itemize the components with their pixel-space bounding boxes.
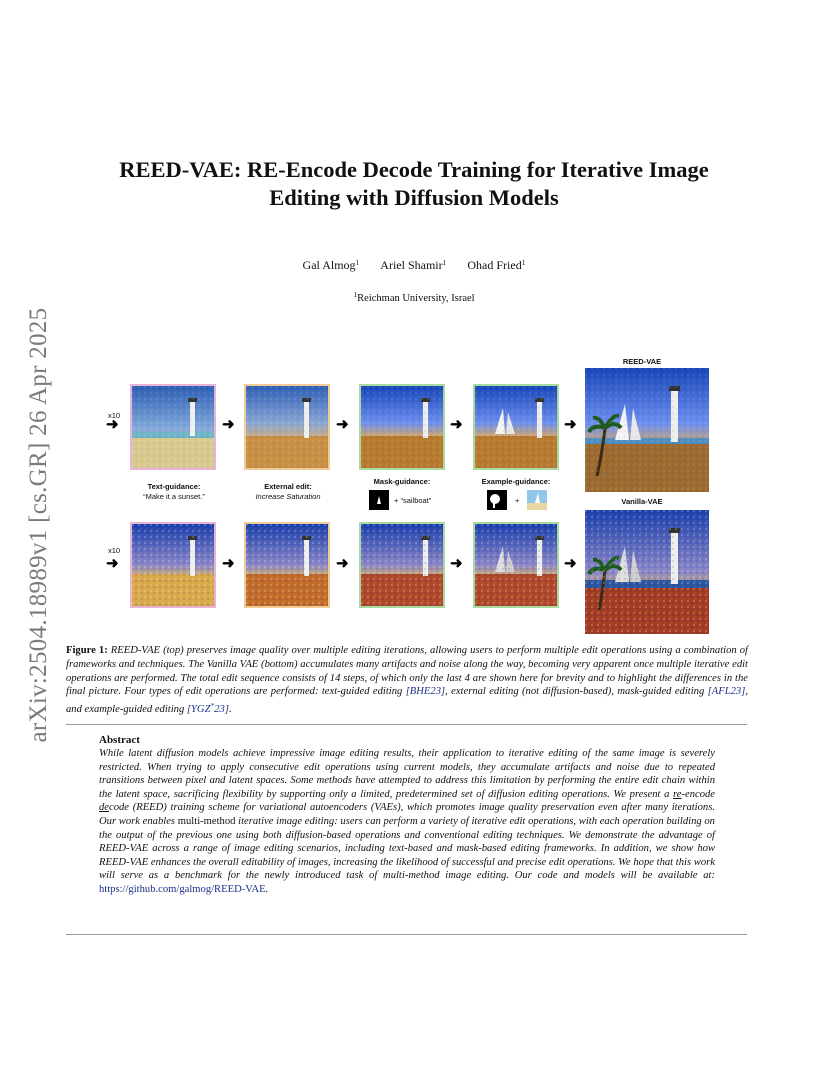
step-name: External edit:	[264, 482, 312, 491]
citation-text-end: 23]	[214, 704, 229, 716]
image-top-3	[359, 384, 445, 470]
arrow-icon: ➜	[106, 556, 119, 572]
citation-link[interactable]: [BHE23]	[405, 686, 446, 698]
reed-vae-label-text: REED-VAE	[622, 357, 662, 366]
paper-title	[0, 156, 828, 212]
example-mask-thumbnail	[487, 490, 507, 510]
abstract-text: .	[265, 883, 269, 895]
example-reference-thumbnail	[527, 490, 547, 510]
citation-text: [YGZ	[186, 704, 211, 716]
abstract-text: iterative image editing: users can perform a variety of iterative edit operations, with each operation building on the output of the previous one using both diffusion-based operations and conventional editing techniques. We demonstrate the advantage of REED-VAE across a range of image editing scenarios, including text-based and mask-based editing frameworks. In addition, we show how REED-VAE enhances the overall editability of images, increasing the likelihood of successful and precise edit operations. We hope that this work will serve as a benchmark for the newly introduced task of multi-method image editing. Our code and models will be available at:	[99, 815, 715, 882]
author	[380, 258, 446, 272]
step-detail: “Make it a sunset.”	[143, 492, 205, 501]
iteration-count-bottom: x10	[108, 546, 121, 555]
caption-text: REED-VAE (top) preserves image quality over multiple editing iterations, allowing users to perform multiple edit operations using a combination of frameworks and techniques. The Vanilla VAE (bottom) accumulates many artifacts and noise along the way, becoming very apparent once multiple iterative edit operations are performed. The total edit sequence consists of 14 steps, of which only the last 4 are shown here for brevity and to highlight the differences in the final picture. Four types of edit operations are performed: text-guided editing	[66, 645, 748, 698]
step-name: Example-guidance:	[481, 477, 551, 486]
caption-text: , and example-guided editing	[66, 686, 748, 716]
vanilla-vae-label	[590, 497, 694, 507]
code-link[interactable]: https://github.com/galmog/REED-VAE	[99, 883, 266, 895]
author-sup: 1	[355, 258, 360, 267]
affiliation-text: Reichman University, Israel	[357, 293, 475, 304]
abstract-text: code (REED) training scheme for variational autoencoders (VAEs), which promotes image quality preservation even after many iterations. Our work enables	[99, 802, 715, 827]
image-top-2	[244, 384, 330, 470]
arrow-icon: ➜	[564, 556, 577, 572]
step-label-mask-guidance	[352, 477, 452, 487]
divider-top	[66, 724, 747, 725]
arrow-icon: ➜	[336, 417, 349, 433]
caption-text: , external editing (not diffusion-based), mask-guided editing	[445, 686, 708, 698]
image-bottom-2	[244, 522, 330, 608]
image-bottom-4	[473, 522, 559, 608]
author	[303, 258, 360, 272]
title-line-2: Editing with Diffusion Models	[269, 185, 559, 210]
arrow-icon: ➜	[222, 556, 235, 572]
author-name: Gal Almog	[302, 258, 356, 272]
citation-link[interactable]: [AFL23]	[707, 686, 746, 698]
citation-link[interactable]	[186, 701, 229, 716]
step-detail: Increase Saturation	[255, 492, 321, 501]
step-name: Text-guidance:	[147, 482, 201, 491]
arrow-icon: ➜	[564, 417, 577, 433]
abstract-heading: Abstract	[99, 734, 140, 746]
caption-text: .	[228, 704, 232, 716]
author-sup: 1	[442, 258, 447, 267]
title-line-1: REED-VAE: RE-Encode Decode Training for Iterative Image	[119, 157, 709, 182]
image-reed-final	[585, 368, 709, 492]
mask-thumbnail	[369, 490, 389, 510]
image-bottom-3	[359, 522, 445, 608]
image-bottom-1	[130, 522, 216, 608]
image-top-1	[130, 384, 216, 470]
image-vanilla-final	[585, 510, 709, 634]
reed-vae-label	[590, 357, 694, 367]
abstract-underline: re	[673, 788, 682, 800]
caption-label: Figure 1:	[66, 645, 108, 656]
abstract-underline: de	[99, 802, 109, 814]
author-name: Ariel Shamir	[380, 258, 443, 272]
iteration-count-top: x10	[108, 411, 121, 420]
mask-prompt: + “sailboat”	[394, 496, 432, 505]
arxiv-stamp-text: arXiv:2504.18989v1 [cs.GR] 26 Apr 2025	[25, 307, 52, 743]
arrow-icon: ➜	[336, 556, 349, 572]
author-name: Ohad Fried	[467, 258, 522, 272]
abstract-text: -encode	[681, 788, 715, 800]
author-sup: 1	[521, 258, 526, 267]
abstract-body	[99, 747, 715, 897]
step-label-example-guidance	[466, 477, 566, 487]
abstract-text: While latent diffusion models achieve impressive image editing results, their application to iterative editing of the same image is severely restricted. When trying to apply consecutive edit operations using current models, they accumulate artifacts and noise due to repeated transitions between pixel and latent spaces. Some methods have attempted to address this limitation by performing the entire edit chain within the latent space, sacrificing flexibility by supporting only a limited, predetermined set of diffusion editing operations. We present a	[99, 748, 715, 800]
affiliation-sup: 1	[353, 290, 358, 299]
figure-caption	[66, 644, 748, 717]
vanilla-vae-label-text: Vanilla-VAE	[621, 497, 663, 506]
author-list	[0, 258, 828, 273]
abstract-emphasis: multi-method	[177, 815, 236, 827]
arrow-icon: ➜	[450, 417, 463, 433]
author	[467, 258, 525, 272]
divider-bottom	[66, 934, 747, 935]
image-top-4	[473, 384, 559, 470]
affiliation	[0, 290, 828, 304]
example-plus: +	[515, 496, 520, 505]
step-label-external-edit	[238, 482, 338, 502]
step-label-text-guidance	[124, 482, 224, 502]
arrow-icon: ➜	[450, 556, 463, 572]
arrow-icon: ➜	[106, 417, 119, 433]
citation-sup: *	[210, 701, 215, 711]
arrow-icon: ➜	[222, 417, 235, 433]
arxiv-stamp	[14, 290, 64, 760]
step-name: Mask-guidance:	[373, 477, 431, 486]
